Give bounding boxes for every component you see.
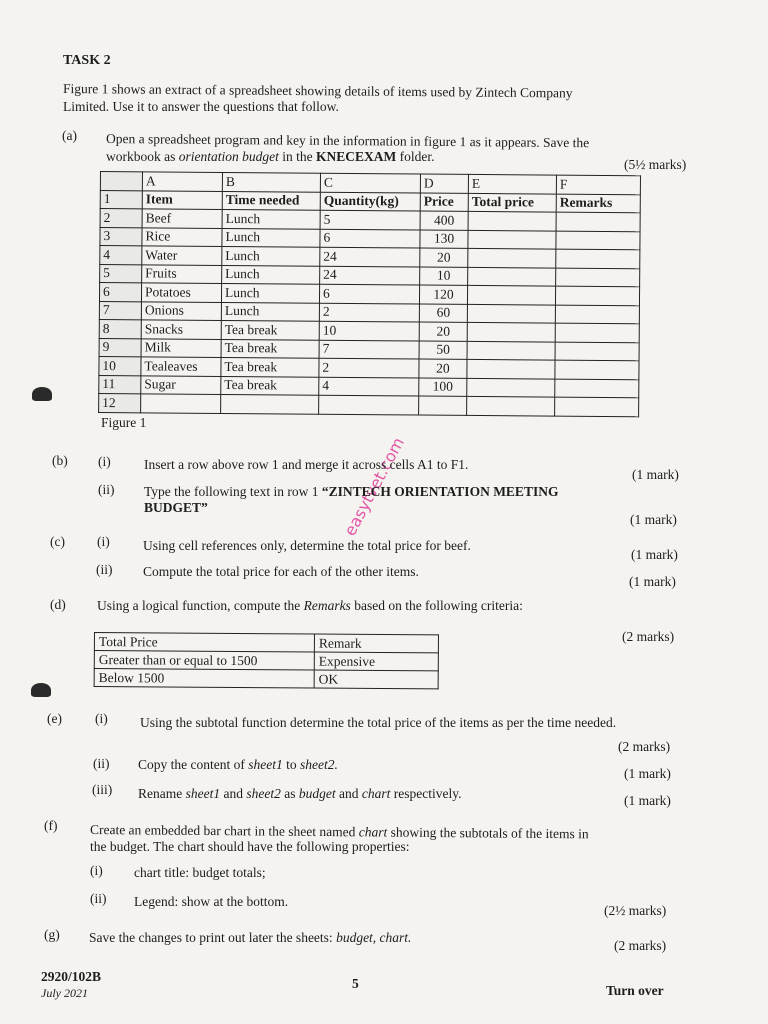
price-cell: 120: [419, 285, 467, 304]
time-cell: Tea break: [221, 320, 319, 339]
price-cell: 20: [419, 359, 467, 378]
question-b-ii-marks: (1 mark): [630, 512, 677, 527]
question-b-ii-text-2: BUDGET”: [144, 500, 208, 515]
page-number: 5: [352, 976, 359, 991]
question-b-i-marks: (1 mark): [632, 467, 679, 482]
col-letter: B: [222, 172, 320, 191]
price-cell: 130: [420, 230, 468, 249]
quantity-cell: 4: [319, 377, 419, 396]
spreadsheet-table: [98, 171, 641, 417]
quantity-cell: 24: [320, 247, 420, 266]
remarks-cell: [555, 379, 639, 398]
price-cell: 100: [419, 378, 467, 397]
remarks-cell: [556, 249, 640, 268]
remarks-cell: [556, 268, 640, 287]
question-e-iii-label: (iii): [92, 782, 113, 797]
header-cell: Item: [142, 190, 222, 209]
question-g-label: (g): [44, 927, 60, 942]
quantity-cell: 7: [319, 340, 419, 359]
time-cell: Tea break: [221, 376, 319, 395]
total-price-cell: [467, 341, 555, 360]
remarks-cell: [555, 342, 639, 361]
row-number: 6: [99, 283, 141, 302]
question-c-label: (c): [50, 534, 65, 549]
item-cell: Snacks: [141, 320, 221, 339]
total-price-cell: [467, 378, 555, 397]
item-cell: Water: [142, 246, 222, 265]
time-cell: Lunch: [222, 265, 320, 284]
question-f-ii-label: (ii): [90, 891, 107, 906]
question-b-i-text: Insert a row above row 1 and merge it across cells A1 to F1.: [144, 457, 469, 472]
question-c-ii-text: Compute the total price for each of the other items.: [143, 564, 419, 579]
col-letter: C: [320, 173, 420, 192]
header-cell: Total price: [468, 193, 556, 212]
question-c-i-marks: (1 mark): [631, 547, 678, 562]
header-cell: Time needed: [222, 191, 320, 210]
table-row: [94, 633, 438, 653]
row-number: 10: [99, 356, 141, 375]
row-number: 8: [99, 319, 141, 338]
remarks-cell: [555, 323, 639, 342]
time-cell: Lunch: [221, 283, 319, 302]
row-number: 11: [99, 375, 141, 394]
paper-code: 2920/102B: [41, 969, 102, 984]
item-cell: Tealeaves: [141, 357, 221, 376]
remarks-cell: [555, 360, 639, 379]
question-e-i-text: Using the subtotal function determine the total price of the items as per the time needed.: [140, 715, 617, 730]
question-e-iii-text: Rename sheet1 and sheet2 as budget and chart respectively.: [138, 786, 462, 801]
question-a-line-2: workbook as orientation budget in the KNECEXAM folder.: [106, 149, 435, 164]
question-f-marks: (2½ marks): [604, 903, 667, 918]
quantity-cell: 5: [320, 210, 420, 229]
price-cell: 20: [420, 248, 468, 267]
total-price-cell: [468, 267, 556, 286]
intro-line-1: Figure 1 shows an extract of a spreadsheet showing details of items used by Zintech Company: [62, 81, 573, 101]
question-b-ii-text: Type the following text in row 1 “ZINTECH ORIENTATION MEETING: [144, 484, 559, 499]
question-e-i-marks: (2 marks): [618, 739, 671, 754]
question-e-ii-text: Copy the content of sheet1 to sheet2.: [138, 757, 338, 772]
item-cell: Onions: [141, 301, 221, 320]
quantity-cell: 24: [320, 266, 420, 285]
question-b-i-label: (i): [98, 454, 111, 469]
price-cell: 400: [420, 211, 468, 230]
time-cell: Lunch: [222, 228, 320, 247]
header-cell: Quantity(kg): [320, 192, 420, 211]
time-cell: Lunch: [222, 209, 320, 228]
table-row: [94, 651, 438, 671]
total-price-cell: [467, 285, 555, 304]
question-e-i-label: (i): [95, 711, 108, 726]
table-row: [99, 393, 639, 416]
price-cell: 60: [419, 304, 467, 323]
price-cell: 50: [419, 341, 467, 360]
intro-line-2: Limited. Use it to answer the questions that follow.: [63, 99, 339, 114]
total-price-cell: [468, 211, 556, 230]
criteria-cell: Expensive: [314, 652, 438, 671]
question-e-iii-marks: (1 mark): [624, 793, 671, 808]
question-f-i-text: chart title: budget totals;: [134, 865, 266, 880]
col-letter: A: [142, 172, 222, 191]
question-d-text: Using a logical function, compute the Remarks based on the following criteria:: [97, 598, 523, 613]
row-number: 2: [100, 209, 142, 228]
punch-hole-mark: [31, 683, 51, 697]
time-cell: Tea break: [221, 357, 319, 376]
question-e-label: (e): [47, 711, 62, 726]
criteria-header: Total Price: [94, 633, 314, 653]
price-cell: 20: [419, 322, 467, 341]
row-number: 7: [99, 301, 141, 320]
remarks-cell: [555, 286, 639, 305]
quantity-cell: 6: [319, 284, 419, 303]
question-f-line-1: Create an embedded bar chart in the sheet named chart showing the subtotals of the items in: [89, 822, 589, 842]
item-cell: Beef: [142, 209, 222, 228]
row-number: 1: [100, 190, 142, 209]
question-c-i-label: (i): [97, 534, 110, 549]
quantity-cell: 10: [319, 321, 419, 340]
question-f-line-2: the budget. The chart should have the following properties:: [90, 839, 410, 854]
total-price-cell: [467, 322, 555, 341]
criteria-cell: Greater than or equal to 1500: [94, 651, 314, 671]
time-cell: Lunch: [221, 302, 319, 321]
table-row: [94, 669, 438, 689]
criteria-table-wrap: [94, 632, 439, 689]
total-price-cell: [467, 304, 555, 323]
question-c-ii-label: (ii): [96, 562, 113, 577]
header-cell: Remarks: [556, 194, 640, 213]
item-cell: Rice: [142, 227, 222, 246]
question-d-marks: (2 marks): [622, 629, 675, 644]
row-number: 3: [100, 227, 142, 246]
remarks-cell: [556, 231, 640, 250]
spreadsheet-figure: [98, 171, 641, 417]
turn-over: Turn over: [606, 983, 664, 998]
question-a-line-1: Open a spreadsheet program and key in the information in figure 1 as it appears. Save the: [105, 131, 590, 151]
remarks-cell: [556, 212, 640, 231]
time-cell: Lunch: [222, 246, 320, 265]
time-cell: Tea break: [221, 339, 319, 358]
question-c-ii-marks: (1 mark): [629, 574, 676, 589]
question-a-label: (a): [62, 128, 77, 143]
question-f-i-label: (i): [90, 863, 103, 878]
question-d-label: (d): [50, 597, 66, 612]
criteria-cell: Below 1500: [94, 669, 314, 689]
criteria-table: [94, 632, 439, 689]
total-price-cell: [468, 230, 556, 249]
header-cell: Price: [420, 193, 468, 212]
question-g-marks: (2 marks): [614, 938, 667, 953]
figure-caption: Figure 1: [101, 415, 147, 430]
quantity-cell: 2: [319, 303, 419, 322]
criteria-cell: OK: [314, 670, 438, 689]
row-number: 12: [99, 393, 141, 412]
price-cell: 10: [420, 267, 468, 286]
item-cell: Fruits: [142, 264, 222, 283]
remarks-cell: [555, 305, 639, 324]
col-letter: E: [468, 174, 556, 193]
col-letter: D: [420, 174, 468, 193]
col-letter: F: [556, 175, 640, 194]
question-f-label: (f): [44, 818, 58, 833]
question-e-ii-marks: (1 mark): [624, 766, 671, 781]
paper-date: July 2021: [41, 986, 88, 1000]
question-e-ii-label: (ii): [93, 756, 110, 771]
criteria-header: Remark: [314, 634, 438, 653]
item-cell: Potatoes: [141, 283, 221, 302]
question-c-i-text: Using cell references only, determine the total price for beef.: [143, 538, 471, 553]
question-f-ii-text: Legend: show at the bottom.: [134, 894, 289, 909]
punch-hole-mark: [32, 387, 52, 401]
item-cell: Sugar: [141, 375, 221, 394]
watermark: easytvet.com: [340, 434, 408, 539]
total-price-cell: [467, 359, 555, 378]
row-number: 4: [100, 246, 142, 265]
task-heading: TASK 2: [63, 53, 111, 68]
row-number: 5: [100, 264, 142, 283]
question-b-label: (b): [52, 453, 68, 468]
item-cell: Milk: [141, 338, 221, 357]
quantity-cell: 2: [319, 358, 419, 377]
question-a-marks: (5½ marks): [624, 157, 687, 172]
question-g-text: Save the changes to print out later the sheets: budget, chart.: [89, 930, 412, 945]
quantity-cell: 6: [320, 229, 420, 248]
question-b-ii-label: (ii): [98, 482, 115, 497]
total-price-cell: [468, 248, 556, 267]
row-number: 9: [99, 338, 141, 357]
